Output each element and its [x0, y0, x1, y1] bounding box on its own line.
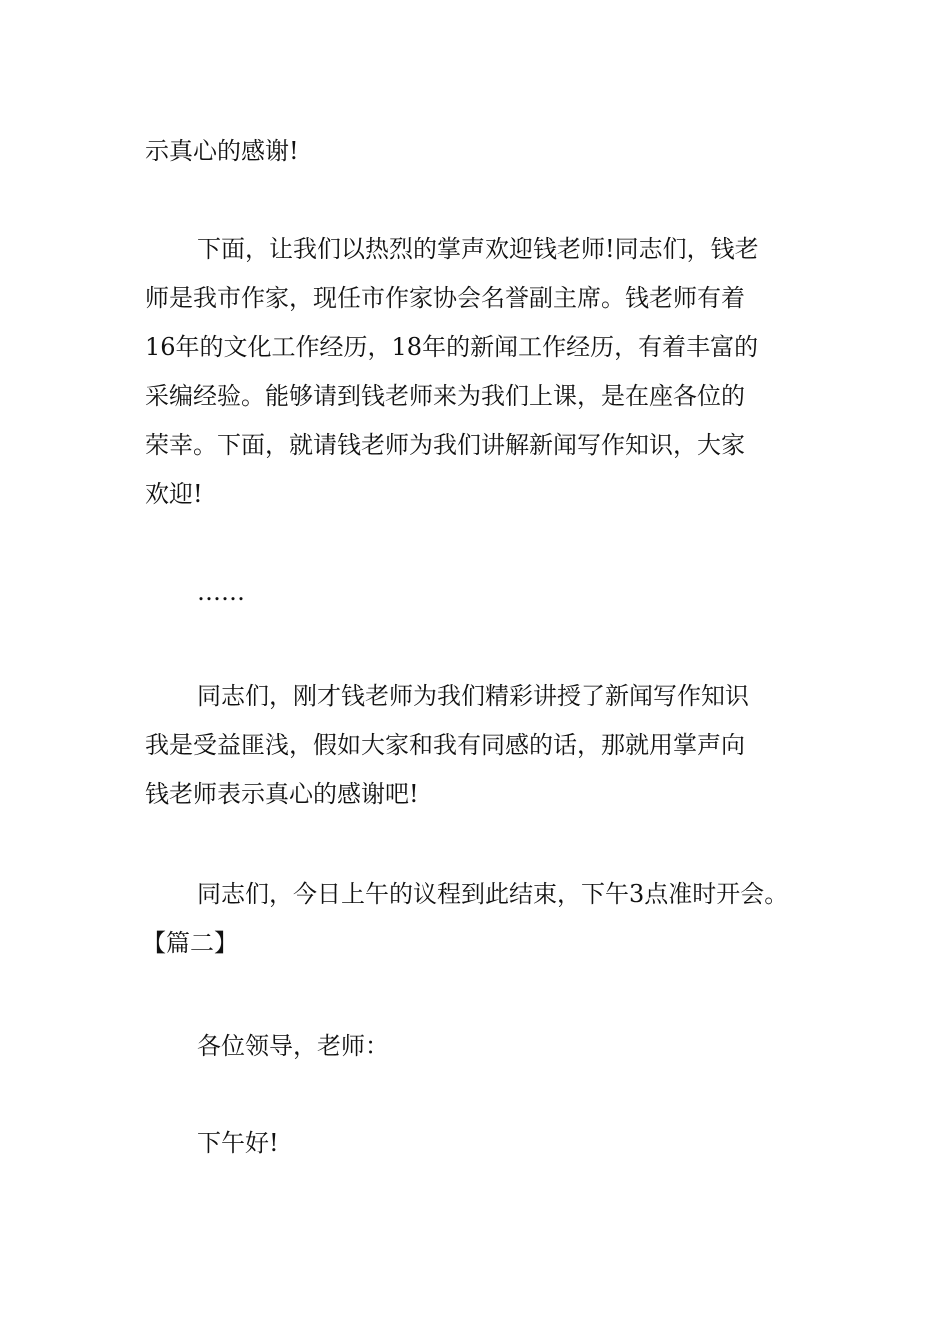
- text-line: 师是我市作家，现任市作家协会名誉副主席。钱老师有着: [145, 284, 745, 312]
- text-line: 欢迎!: [145, 480, 203, 508]
- text-line: 16年的文化工作经历，18年的新闻工作经历，有着丰富的: [145, 333, 759, 361]
- paragraph-thanks: [145, 672, 815, 819]
- paragraph-good-afternoon: [145, 1119, 815, 1168]
- paragraph-intro-end: [145, 127, 815, 176]
- paragraph-welcome: [145, 225, 815, 519]
- text-line: 示真心的感谢!: [145, 137, 299, 165]
- section-heading: 【篇二】: [142, 929, 238, 957]
- text-line: 荣幸。下面，就请钱老师为我们讲解新闻写作知识，大家: [145, 431, 745, 459]
- text-line: 同志们，刚才钱老师为我们精彩讲授了新闻写作知识: [197, 682, 749, 710]
- paragraph-greeting: [145, 1022, 815, 1071]
- text-line: 同志们，今日上午的议程到此结束，下午3点准时开会。: [197, 880, 789, 908]
- ellipsis-paragraph: [145, 568, 815, 617]
- paragraph-closing: [142, 870, 815, 968]
- text-line: 下面，让我们以热烈的掌声欢迎钱老师!同志们，钱老: [197, 235, 759, 263]
- text-line: 采编经验。能够请到钱老师来为我们上课，是在座各位的: [145, 382, 745, 410]
- greeting-text: 各位领导，老师：: [197, 1032, 389, 1060]
- ellipsis-text: ……: [197, 578, 245, 606]
- text-line: 我是受益匪浅，假如大家和我有同感的话，那就用掌声向: [145, 731, 745, 759]
- good-afternoon-text: 下午好!: [197, 1129, 279, 1157]
- text-line: 钱老师表示真心的感谢吧!: [145, 780, 419, 808]
